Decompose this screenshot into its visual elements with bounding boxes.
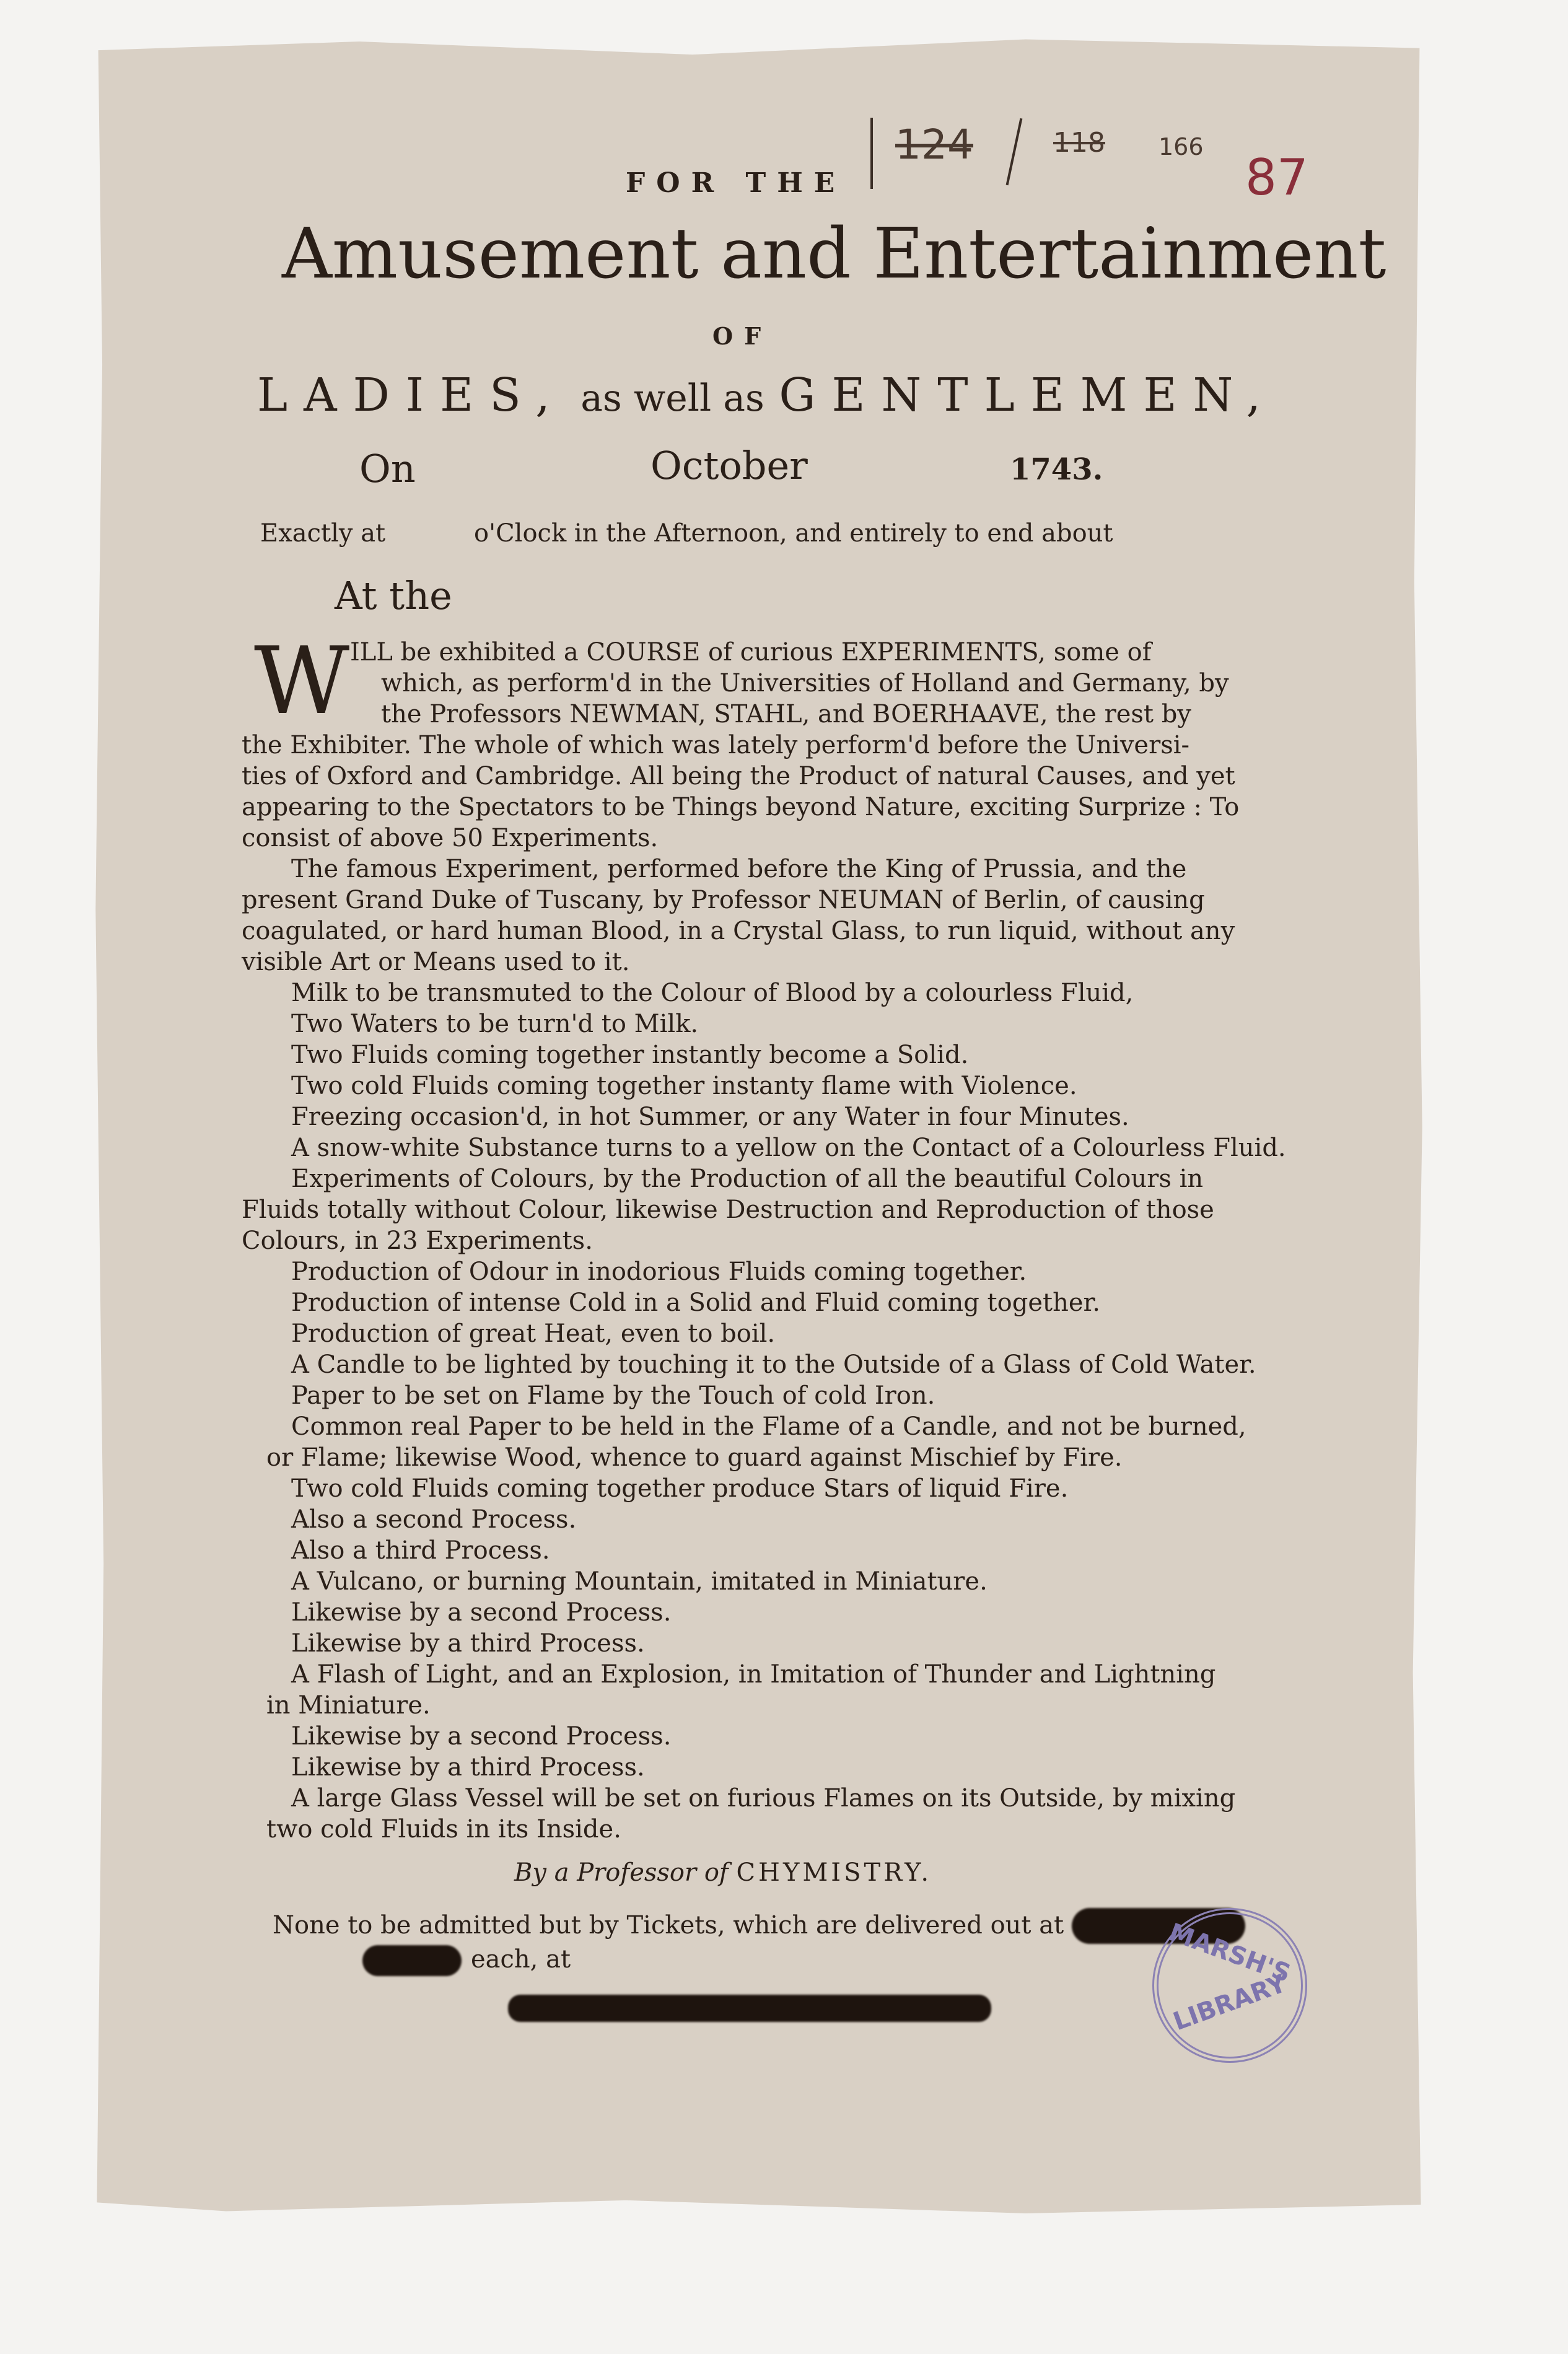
annotation-number-4: 87 xyxy=(1245,149,1308,206)
body-line-9: present Grand Duke of Tuscany, by Professor NEUMAN of Berlin, of causing xyxy=(242,886,1205,914)
redaction-blot-3 xyxy=(508,1995,991,2022)
body-line-6: appearing to the Spectators to be Things beyond Nature, exciting Surprize : To xyxy=(242,793,1240,821)
byline-chymistry: CHYMISTRY. xyxy=(736,1858,932,1887)
body-line-38: A large Glass Vessel will be set on furious Flames on its Outside, by mixing xyxy=(291,1784,1236,1813)
time-rest: o'Clock in the Afternoon, and entirely to end about xyxy=(474,519,1113,548)
page-title: Amusement and Entertainment xyxy=(282,214,1386,294)
body-line-24: A Candle to be lighted by touching it to the Outside of a Glass of Cold Water. xyxy=(291,1350,1256,1379)
body-line-8: The famous Experiment, performed before the King of Prussia, and the xyxy=(291,855,1187,883)
body-line-37: Likewise by a third Process. xyxy=(291,1753,645,1782)
admission-line-2: each, at xyxy=(471,1945,571,1974)
annotation-number-1: 124 xyxy=(895,121,973,168)
body-line-11: visible Art or Means used to it. xyxy=(242,948,630,976)
date-on: On xyxy=(359,446,416,491)
header-for-the: FOR THE xyxy=(626,167,846,199)
byline xyxy=(514,1858,932,1887)
byline-professor: By a Professor of xyxy=(514,1858,729,1887)
body-line-30: Also a third Process. xyxy=(291,1536,550,1565)
body-line-36: Likewise by a second Process. xyxy=(291,1722,672,1751)
body-line-4: the Exhibiter. The whole of which was lately perform'd before the Universi- xyxy=(242,731,1190,759)
audience-mid: as well as xyxy=(580,377,764,420)
body-line-25: Paper to be set on Flame by the Touch of cold Iron. xyxy=(291,1381,935,1410)
body-line-23: Production of great Heat, even to boil. xyxy=(291,1319,776,1348)
body-line-29: Also a second Process. xyxy=(291,1505,577,1534)
body-line-19: Fluids totally without Colour, likewise Destruction and Reproduction of those xyxy=(242,1196,1214,1224)
body-line-7: consist of above 50 Experiments. xyxy=(242,824,659,852)
annotation-divider xyxy=(870,118,873,189)
body-line-3: the Professors NEWMAN, STAHL, and BOERHAAVE, the rest by xyxy=(381,700,1191,729)
admission-line-1: None to be admitted but by Tickets, which are delivered out at xyxy=(273,1911,1064,1940)
audience-gentlemen: GENTLEMEN, xyxy=(779,369,1277,422)
header-of: OF xyxy=(712,322,773,350)
body-line-14: Two Fluids coming together instantly become a Solid. xyxy=(291,1041,969,1069)
stamp-line-2: LIBRARY xyxy=(1169,1969,1290,2037)
body-line-39: two cold Fluids in its Inside. xyxy=(266,1815,621,1844)
body-line-22: Production of intense Cold in a Solid and Fluid coming together. xyxy=(291,1289,1100,1317)
stamp-line-1: MARSH'S xyxy=(1165,1918,1295,1989)
body-line-35: in Miniature. xyxy=(266,1691,431,1720)
body-line-21: Production of Odour in inodorious Fluids coming together. xyxy=(291,1258,1027,1286)
drop-cap: W xyxy=(254,628,350,735)
time-start: Exactly at xyxy=(260,519,386,548)
body-line-17: A snow-white Substance turns to a yellow on the Contact of a Colourless Fluid. xyxy=(291,1134,1286,1162)
at-the: At the xyxy=(335,573,452,618)
body-line-26: Common real Paper to be held in the Flame of a Candle, and not be burned, xyxy=(291,1412,1246,1441)
redaction-blot-2 xyxy=(362,1945,462,1976)
body-line-2: which, as perform'd in the Universities of Holland and Germany, by xyxy=(381,669,1229,698)
library-stamp xyxy=(1152,1908,1307,2063)
body-line-1: ILL be exhibited a COURSE of curious EXPERIMENTS, some of xyxy=(350,638,1152,667)
annotation-number-3: 166 xyxy=(1158,133,1204,160)
date-month: October xyxy=(650,443,808,488)
body-line-12: Milk to be transmuted to the Colour of Blood by a colourless Fluid, xyxy=(291,979,1134,1007)
body-line-5: ties of Oxford and Cambridge. All being the Product of natural Causes, and yet xyxy=(242,762,1235,790)
body-line-13: Two Waters to be turn'd to Milk. xyxy=(291,1010,699,1038)
body-line-31: A Vulcano, or burning Mountain, imitated in Miniature. xyxy=(291,1567,988,1596)
body-line-27: or Flame; likewise Wood, whence to guard against Mischief by Fire. xyxy=(266,1443,1123,1472)
date-year: 1743. xyxy=(1010,452,1103,487)
body-line-34: A Flash of Light, and an Explosion, in Imitation of Thunder and Lightning xyxy=(291,1660,1216,1689)
body-line-33: Likewise by a third Process. xyxy=(291,1629,645,1658)
annotation-number-2: 118 xyxy=(1053,127,1105,159)
body-line-18: Experiments of Colours, by the Production of all the beautiful Colours in xyxy=(291,1165,1204,1193)
body-line-10: coagulated, or hard human Blood, in a Crystal Glass, to run liquid, without any xyxy=(242,917,1235,945)
body-line-16: Freezing occasion'd, in hot Summer, or any Water in four Minutes. xyxy=(291,1103,1129,1131)
body-line-32: Likewise by a second Process. xyxy=(291,1598,672,1627)
body-line-15: Two cold Fluids coming together instanty flame with Violence. xyxy=(291,1072,1077,1100)
audience-line xyxy=(257,369,1277,422)
audience-ladies: LADIES, xyxy=(257,369,566,422)
body-line-28: Two cold Fluids coming together produce Stars of liquid Fire. xyxy=(291,1474,1069,1503)
body-line-20: Colours, in 23 Experiments. xyxy=(242,1227,593,1255)
